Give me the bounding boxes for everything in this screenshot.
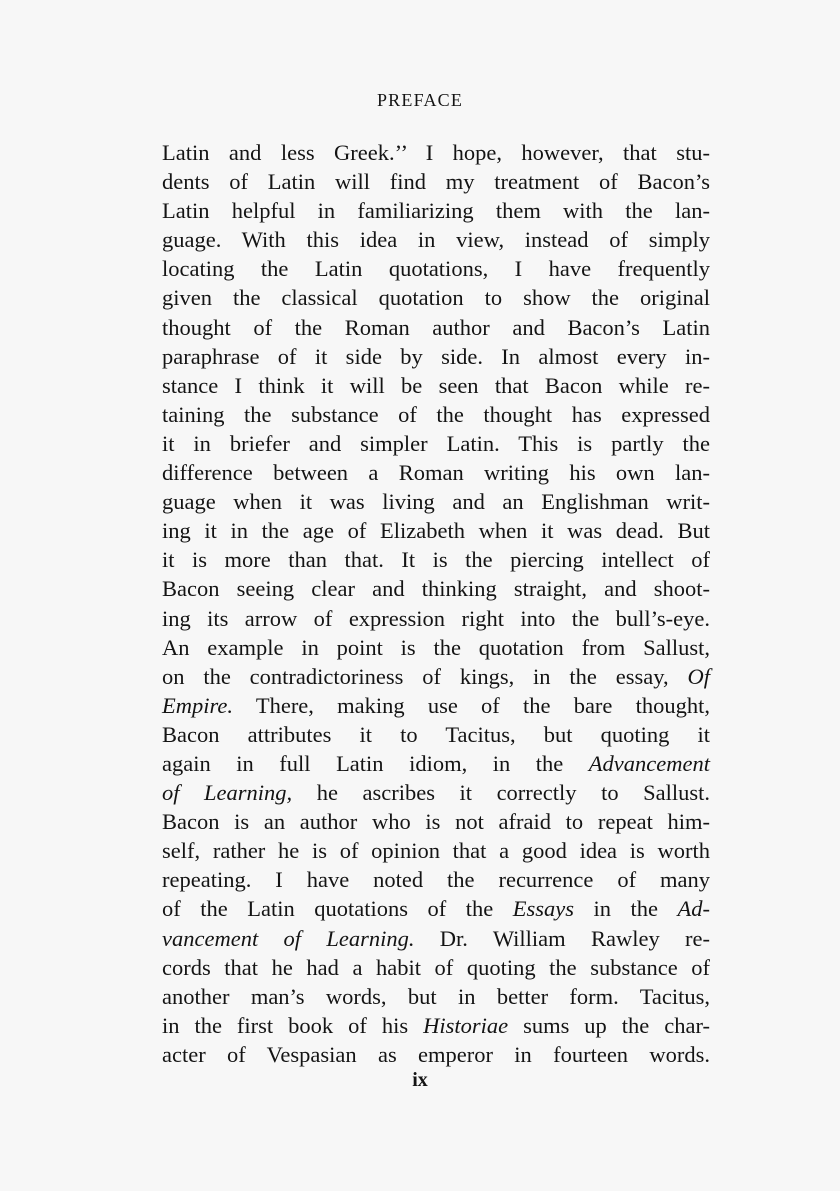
text-run: An example in point is the quotation from Sallust,	[162, 634, 710, 660]
text-line	[162, 749, 710, 778]
text-run: in the first book of his	[162, 1012, 424, 1038]
text-line	[162, 807, 710, 836]
text-line	[162, 400, 710, 429]
text-line	[162, 138, 710, 167]
text-run: Latin helpful in familiarizing them with the lan-	[162, 198, 710, 224]
italic-title: Essays	[512, 896, 574, 922]
page-number: ix	[412, 1069, 428, 1091]
text-line	[162, 836, 710, 865]
italic-title: Ad-	[677, 896, 710, 922]
text-line	[162, 487, 710, 516]
text-line	[162, 778, 710, 807]
text-run: of the Latin quotations of the	[162, 896, 513, 922]
italic-title: Advancement	[588, 750, 710, 776]
text-line	[162, 865, 710, 894]
text-line	[162, 458, 710, 487]
italic-title: Historiae	[423, 1012, 509, 1038]
text-run: it is more than that. It is the piercing intellect of	[162, 547, 710, 573]
text-run: self, rather he is of opinion that a good idea is worth	[162, 838, 710, 864]
italic-title: of Learning,	[162, 780, 293, 806]
italic-title: Of	[687, 663, 710, 689]
text-run: given the classical quotation to show the original	[162, 285, 710, 311]
text-run: stance I think it will be seen that Bacon while re-	[162, 372, 710, 398]
text-line	[162, 1040, 710, 1069]
text-line	[162, 196, 710, 225]
text-line	[162, 894, 710, 923]
text-run: guage when it was living and an Englishman writ-	[162, 489, 710, 515]
text-run: repeating. I have noted the recurrence of many	[162, 867, 710, 893]
italic-title: Empire.	[162, 692, 234, 718]
text-run: taining the substance of the thought has expressed	[162, 401, 710, 427]
text-run: guage. With this idea in view, instead of simply	[162, 227, 710, 253]
text-run: Dr. William Rawley re-	[414, 925, 710, 951]
text-line	[162, 429, 710, 458]
text-line	[162, 167, 710, 196]
text-run: There, making use of the bare thought,	[233, 692, 710, 718]
text-run: Bacon attributes it to Tacitus, but quoting it	[162, 721, 710, 747]
text-run: paraphrase of it side by side. In almost every in-	[162, 343, 710, 369]
text-run: difference between a Roman writing his own lan-	[162, 460, 710, 486]
text-run: dents of Latin will find my treatment of Bacon’s	[162, 169, 710, 195]
text-run: it in briefer and simpler Latin. This is partly the	[162, 430, 710, 456]
text-run: in the	[573, 896, 678, 922]
text-line	[162, 720, 710, 749]
text-line	[162, 371, 710, 400]
text-run: sums up the char-	[508, 1012, 710, 1038]
text-line	[162, 924, 710, 953]
text-line	[162, 313, 710, 342]
text-run: on the contradictoriness of kings, in the essay,	[162, 663, 688, 689]
text-line	[162, 691, 710, 720]
text-run: again in full Latin idiom, in the	[162, 750, 589, 776]
text-line	[162, 982, 710, 1011]
text-line	[162, 225, 710, 254]
text-run: thought of the Roman author and Bacon’s Latin	[162, 314, 710, 340]
text-run: he ascribes it correctly to Sallust.	[292, 780, 710, 806]
text-run: ing its arrow of expression right into the bull’s-eye.	[162, 605, 710, 631]
text-line	[162, 545, 710, 574]
text-run: another man’s words, but in better form. Tacitus,	[162, 983, 710, 1009]
text-line	[162, 633, 710, 662]
text-run: acter of Vespasian as emperor in fourteen words.	[162, 1041, 710, 1067]
text-run: locating the Latin quotations, I have frequently	[162, 256, 710, 282]
text-line	[162, 574, 710, 603]
text-line	[162, 604, 710, 633]
text-line	[162, 662, 710, 691]
text-run: Bacon is an author who is not afraid to repeat him-	[162, 809, 710, 835]
text-line	[162, 254, 710, 283]
text-line	[162, 283, 710, 312]
body-text	[162, 138, 710, 1069]
italic-title: vancement of Learning.	[162, 925, 415, 951]
text-line	[162, 1011, 710, 1040]
running-head: PREFACE	[376, 90, 464, 110]
text-run: Latin and less Greek.’’ I hope, however, that stu-	[162, 140, 710, 165]
text-run: cords that he had a habit of quoting the substance of	[162, 954, 710, 980]
text-run: ing it in the age of Elizabeth when it was dead. But	[162, 518, 710, 544]
text-line	[162, 342, 710, 371]
text-line	[162, 516, 710, 545]
text-line	[162, 953, 710, 982]
text-run: Bacon seeing clear and thinking straight, and shoot-	[162, 576, 710, 602]
